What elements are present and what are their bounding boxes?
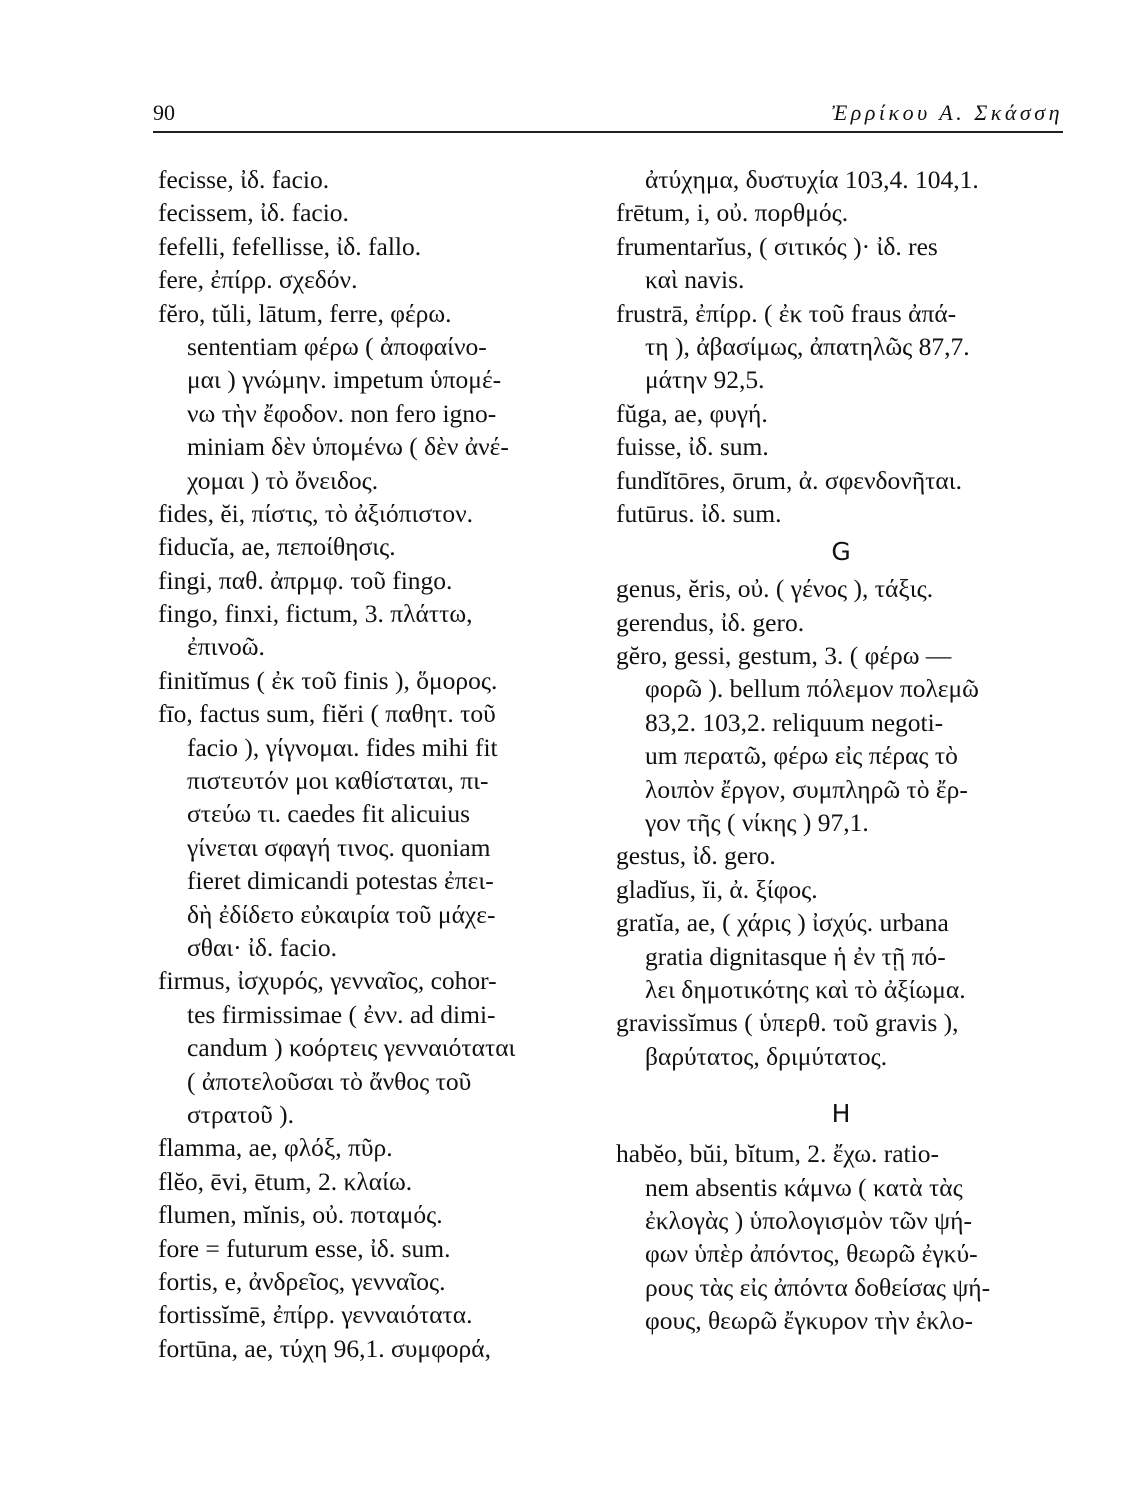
dictionary-line: καὶ navis. — [645, 265, 745, 295]
left-column — [158, 163, 608, 1365]
dictionary-line: λει δημοτικότης καὶ τὸ ἀξίωμα. — [645, 974, 966, 1004]
dictionary-line: gladĭus, ĭi, ἀ. ξίφος. — [616, 874, 818, 904]
dictionary-line: habĕo, bŭi, bĭtum, 2. ἔχω. ratio- — [616, 1139, 939, 1169]
page-number: 90 — [153, 100, 175, 125]
dictionary-line: tes firmissimae ( ἐνν. ad dimi- — [187, 999, 496, 1029]
dictionary-line: fundĭtōres, ōrum, ἀ. σφενδονῆται. — [616, 465, 963, 495]
dictionary-line: φων ὑπὲρ ἀπόντος, θεωρῶ ἐγκύ- — [645, 1239, 978, 1269]
dictionary-line: μαι ) γνώμην. impetum ὑπομέ- — [187, 365, 502, 395]
dictionary-line: fecissem, ἰδ. facio. — [158, 198, 349, 228]
f-entries-continued — [616, 163, 1066, 530]
header-rule — [153, 131, 1063, 133]
dictionary-line: fuisse, ἰδ. sum. — [616, 432, 769, 462]
dictionary-line: facio ), γίγνομαι. fides mihi fit — [187, 732, 498, 762]
dictionary-line: genus, ĕris, οὐ. ( γένος ), τάξις. — [616, 574, 934, 604]
dictionary-line: fore = futurum esse, ἰδ. sum. — [158, 1233, 451, 1263]
dictionary-line: γον τῆς ( νίκης ) 97,1. — [645, 808, 869, 838]
dictionary-line: firmus, ἰσχυρός, γενναῖος, cohor- — [158, 966, 497, 996]
dictionary-line: βαρύτατος, δριμύτατος. — [645, 1041, 888, 1071]
dictionary-line: gravissĭmus ( ὑπερθ. τοῦ gravis ), — [616, 1008, 959, 1038]
dictionary-line: ( ἀποτελοῦσαι τὸ ἄνθος τοῦ — [187, 1066, 472, 1096]
dictionary-line: fieret dimicandi potestas ἐπει- — [187, 866, 494, 896]
running-head: Ἐρρίκου Α. Σκάσση — [831, 100, 1063, 125]
dictionary-line: σθαι· ἰδ. facio. — [187, 932, 338, 962]
dictionary-line: ἐπινοῶ. — [187, 632, 265, 662]
dictionary-line: fecisse, ἰδ. facio. — [158, 165, 330, 194]
dictionary-line: nem absentis κάμνω ( κατὰ τὰς — [645, 1172, 963, 1202]
dictionary-line: fingo, finxi, fictum, 3. πλάττω, — [158, 599, 473, 629]
dictionary-line: frustrā, ἐπίρρ. ( ἐκ τοῦ fraus ἀπά- — [616, 298, 957, 328]
dictionary-line: ἀτύχημα, δυστυχία 103,4. 104,1. — [645, 165, 979, 194]
dictionary-line: fiducĭa, ae, πεποίθησις. — [158, 532, 396, 562]
dictionary-line: fides, ĕi, πίστις, τὸ ἀξιόπιστον. — [158, 498, 474, 528]
dictionary-line: um περατῶ, φέρω εἰς πέρας τὸ — [645, 741, 958, 771]
dictionary-line: 83,2. 103,2. reliquum negoti- — [645, 707, 944, 737]
section-letter-g: G — [831, 537, 851, 567]
dictionary-line: gestus, ἰδ. gero. — [616, 841, 776, 871]
g-entries — [616, 572, 1066, 1073]
dictionary-line: λοιπὸν ἔργον, συμπληρῶ τὸ ἔρ- — [645, 774, 968, 804]
dictionary-line: candum ) κοόρτεις γενναιόταται — [187, 1033, 516, 1063]
dictionary-line: τη ), ἀβασίμως, ἀπατηλῶς 87,7. — [645, 331, 970, 361]
dictionary-line: ρους τὰς εἰς ἀπόντα δοθείσας ψή- — [645, 1272, 991, 1302]
dictionary-line: flĕo, ēvi, ētum, 2. κλαίω. — [158, 1166, 413, 1196]
dictionary-line: δὴ ἐδίδετο εὐκαιρία τοῦ μάχε- — [187, 899, 496, 929]
dictionary-line: γίνεται σφαγή τινος. quoniam — [187, 832, 491, 862]
dictionary-line: fingi, παθ. ἀπρμφ. τοῦ fingo. — [158, 565, 453, 595]
dictionary-line: frētum, i, οὐ. πορθμός. — [616, 198, 849, 228]
dictionary-line: φορῶ ). bellum πόλεμον πολεμῶ — [645, 674, 979, 704]
dictionary-line: μάτην 92,5. — [645, 365, 765, 395]
h-entries — [616, 1137, 1066, 1337]
dictionary-line: gratĭa, ae, ( χάρις ) ἰσχύς. urbana — [616, 908, 949, 938]
dictionary-line: fīo, factus sum, fiĕri ( παθητ. τοῦ — [158, 699, 496, 729]
dictionary-line: fefelli, fefellisse, ἰδ. fallo. — [158, 231, 422, 261]
dictionary-line: finitĭmus ( ἐκ τοῦ finis ), ὅμορος. — [158, 665, 498, 695]
dictionary-line: στρατοῦ ). — [187, 1099, 294, 1129]
dictionary-line: φους, θεωρῶ ἔγκυρον τὴν ἐκλο- — [645, 1306, 974, 1336]
section-letter-h: H — [831, 1099, 851, 1129]
dictionary-line: στεύω τι. caedes fit alicuius — [187, 799, 471, 829]
dictionary-line: futūrus. ἰδ. sum. — [616, 498, 782, 528]
dictionary-line: χομαι ) τὸ ὄνειδος. — [187, 465, 379, 495]
dictionary-line: flamma, ae, φλόξ, πῦρ. — [158, 1133, 393, 1163]
dictionary-line: fĕro, tŭli, lātum, ferre, φέρω. — [158, 298, 452, 328]
dictionary-line: fortissĭmē, ἐπίρρ. γενναιότατα. — [158, 1300, 473, 1330]
dictionary-line: πιστευτόν μοι καθίσταται, πι- — [187, 766, 489, 796]
dictionary-line: gratia dignitasque ἡ ἐν τῇ πό- — [645, 941, 946, 971]
dictionary-line: fortis, e, ἀνδρεῖος, γενναῖος. — [158, 1266, 446, 1296]
dictionary-line: flumen, mĭnis, οὐ. ποταμός. — [158, 1200, 443, 1230]
dictionary-line: νω τὴν ἔφοδον. non fero igno- — [187, 398, 497, 428]
dictionary-line: sententiam φέρω ( ἀποφαίνο- — [187, 331, 487, 361]
dictionary-line: frumentarĭus, ( σιτικός )· ἰδ. res — [616, 231, 938, 261]
dictionary-line: gĕro, gessi, gestum, 3. ( φέρω — — [616, 641, 952, 671]
right-column — [616, 163, 1066, 1338]
dictionary-line: fortūna, ae, τύχη 96,1. συμφορά, — [158, 1333, 492, 1363]
dictionary-line: gerendus, ἰδ. gero. — [616, 607, 805, 637]
dictionary-line: fere, ἐπίρρ. σχεδόν. — [158, 265, 358, 295]
dictionary-line: miniam δὲν ὑπομένω ( δὲν ἀνέ- — [187, 432, 509, 462]
dictionary-line: fŭga, ae, φυγή. — [616, 398, 768, 428]
dictionary-line: ἐκλογὰς ) ὑπολογισμὸν τῶν ψή- — [645, 1205, 972, 1235]
